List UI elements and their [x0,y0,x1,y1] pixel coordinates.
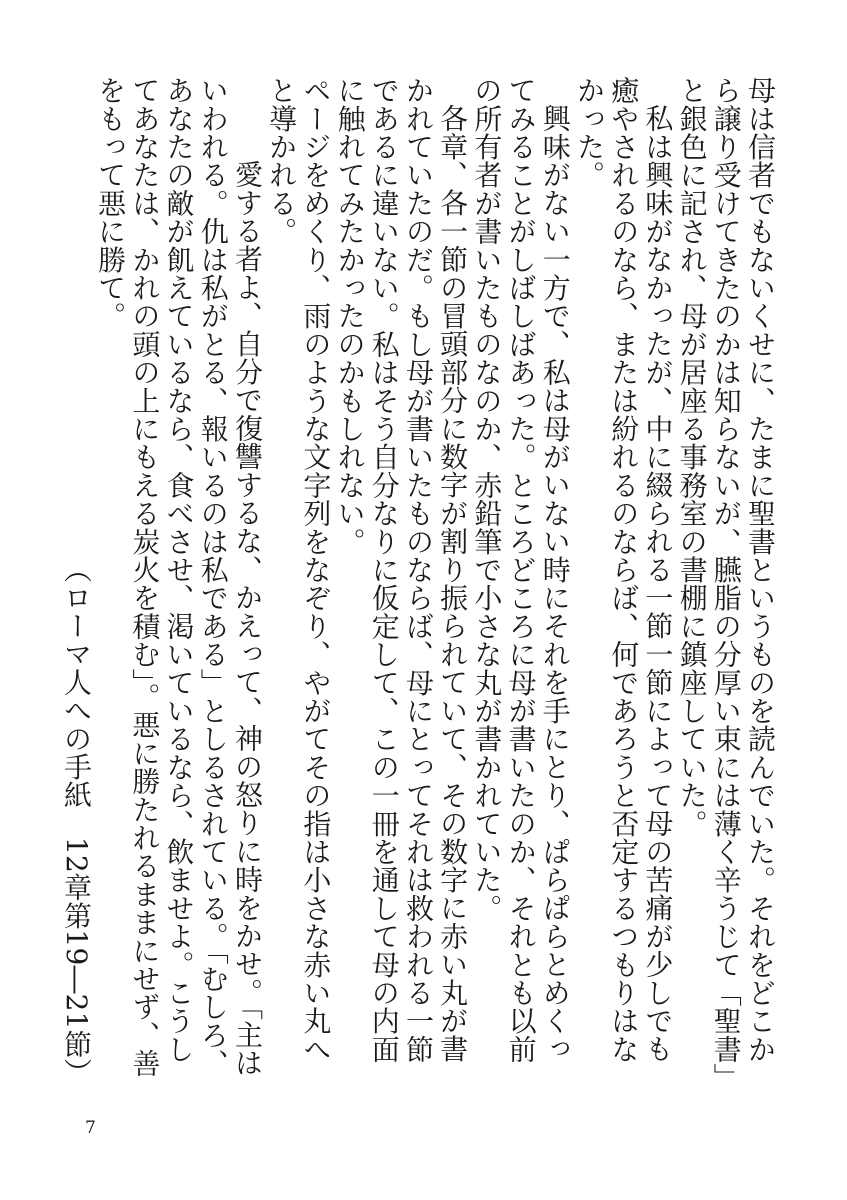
paragraph-3: 興味がない一方で、私は母がいない時にそれを手にとり、ぱらぱらとめくってみることがしばしばあった。ところどころに母が書いたのか、それとも以前の所有者が書いたものなのか、赤鉛筆で小さな丸が書かれていた。 [470,76,572,1063]
scripture-quote: 愛する者よ、自分で復讐するな、かえって、神の怒りに時をかせ。「主はいわれる。仇は私がとる、報いるのは私である」としるされている。「むしろ、あなたの敵が飢えているなら、食べさせ、渇いているなら、飲ませよ。こうしてあなたは、かれの頭の上にもえる炭火を積む」。悪に勝たれるままにせず、善をもって悪に勝て。 [94,76,264,1078]
paragraph-5: ページをめくり、雨のような文字列をなぞり、やがてその指は小さな赤い丸へと導かれる。 [265,76,333,1063]
vertical-text-body [59,76,777,1086]
paragraph-1: 母は信者でもないくせに、たまに聖書というものを読んでいた。それをどこから譲り受けてきたのかは知らないが、臙脂の分厚い束には薄く辛うじて「聖書」と銀色に記され、母が居座る事務室の書棚に鎮座していた。 [675,76,777,1078]
paragraph-2: 私は興味がなかったが、中に綴られる一節一節によって母の苦痛が少しでも癒やされるのなら、または紛れるのならば、何であろうと否定するつもりはなかった。 [572,76,675,1063]
page-number: 7 [85,1118,96,1138]
scripture-citation: （ローマ人への手紙 12章第19―21節） [59,554,93,1086]
paragraph-4: 各章、各一節の冒頭部分に数字が割り振られていて、その数字に赤い丸が書かれていたのだ。もし母が書いたものならば、母にとってそれは救われる一節であるに違いない。私はそう自分なりに仮定して、この一冊を通して母の内面に触れてみたかったのかもしれない。 [333,76,470,1064]
